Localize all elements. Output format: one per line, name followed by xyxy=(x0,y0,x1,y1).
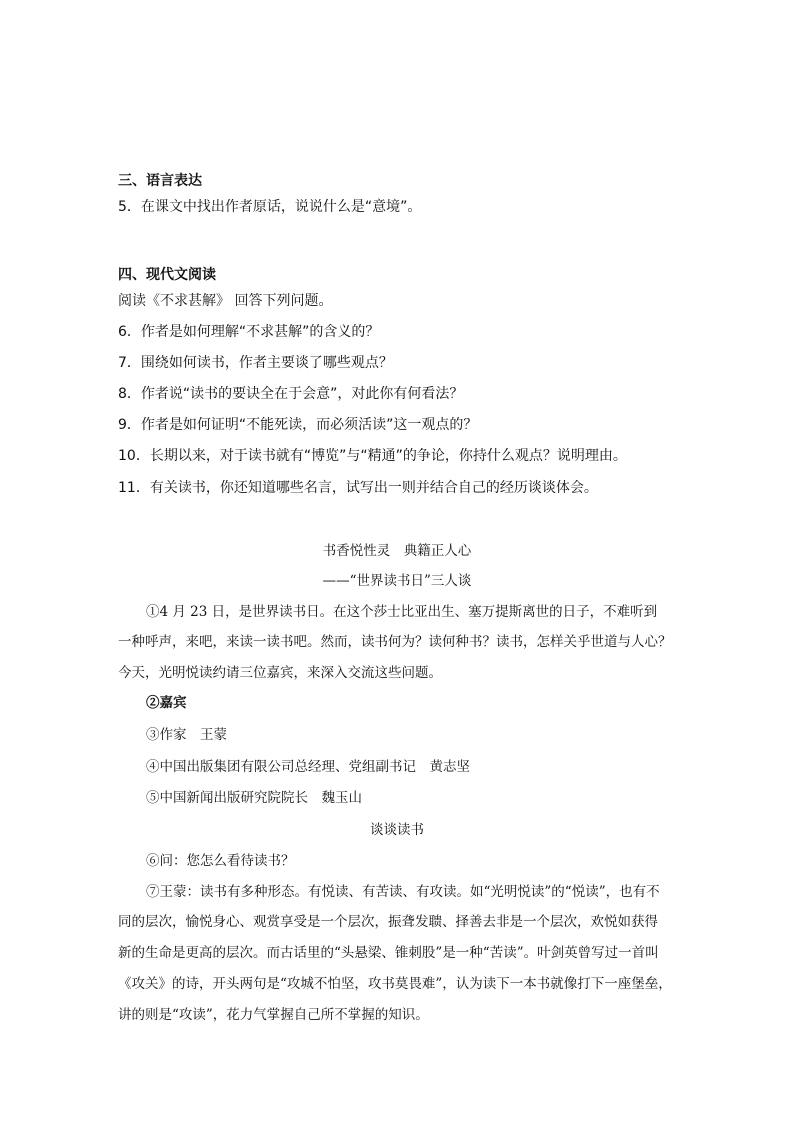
section3-heading: 三、语言表达 xyxy=(118,173,202,189)
section4-heading: 四、现代文阅读 xyxy=(118,267,216,283)
question-9: 9．作者是如何证明“不能死读，而必须活读”这一观点的？ xyxy=(118,417,478,433)
paragraph-5: ⑤中国新闻出版研究院院长 魏玉山 xyxy=(146,790,362,806)
paragraph-1-line-1: ①4 月 23 日，是世界读书日。在这个莎士比亚出生、塞万提斯离世的日子，不难听到 xyxy=(146,604,658,620)
paragraph-7-line-4: 《攻关》的诗，开头两句是“攻城不怕坚，攻书莫畏难”，认为读下一本书就像打下一座堡垒， xyxy=(118,976,672,992)
question-5: 5．在课文中找出作者原话，说说什么是“意境”。 xyxy=(118,199,422,215)
section-title: 谈谈读书 xyxy=(370,822,424,838)
question-6: 6．作者是如何理解“不求甚解”的含义的？ xyxy=(118,324,380,340)
paragraph-4: ④中国出版集团有限公司总经理、党组副书记 黄志坚 xyxy=(146,759,470,775)
article-subtitle: ——“世界读书日”三人谈 xyxy=(322,573,472,589)
paragraph-3: ③作家 王蒙 xyxy=(146,727,227,743)
paragraph-1-line-3: 今天，光明悦读约请三位嘉宾，来深入交流这些问题。 xyxy=(118,665,442,681)
question-8: 8．作者说“读书的要诀全在于会意”，对此你有何看法？ xyxy=(118,386,464,402)
paragraph-6: ⑥问：您怎么看待读书？ xyxy=(146,853,295,869)
question-10: 10．长期以来，对于读书就有“博览”与“精通”的争论，你持什么观点？说明理由。 xyxy=(118,448,627,464)
question-11: 11．有关读书，你还知道哪些名言，试写出一则并结合自己的经历谈谈体会。 xyxy=(118,480,598,496)
paragraph-7-line-5: 讲的则是“攻读”，花力气掌握自己所不掌握的知识。 xyxy=(118,1007,429,1023)
paragraph-7-line-2: 同的层次，愉悦身心、观赏享受是一个层次，振聋发聩、择善去非是一个层次，欢悦如获得 xyxy=(118,914,658,930)
paragraph-2: ②嘉宾 xyxy=(146,695,187,711)
article-title: 书香悦性灵 典籍正人心 xyxy=(322,543,472,559)
paragraph-1-line-2: 一种呼声，来吧，来读一读书吧。然而，读书何为？读何种书？读书，怎样关乎世道与人心？ xyxy=(118,634,672,650)
reading-intro: 阅读《不求甚解》 回答下列问题。 xyxy=(118,293,333,309)
paragraph-7-line-3: 新的生命是更高的层次。而古话里的“头悬梁、锥刺股”是一种“苦读”。叶剑英曾写过一首叫 xyxy=(118,945,659,961)
paragraph-7-line-1: ⑦王蒙：读书有多种形态。有悦读、有苦读、有攻读。如“光明悦读”的“悦读”，也有不 xyxy=(146,884,660,900)
question-7: 7．围绕如何读书，作者主要谈了哪些观点？ xyxy=(118,355,393,371)
